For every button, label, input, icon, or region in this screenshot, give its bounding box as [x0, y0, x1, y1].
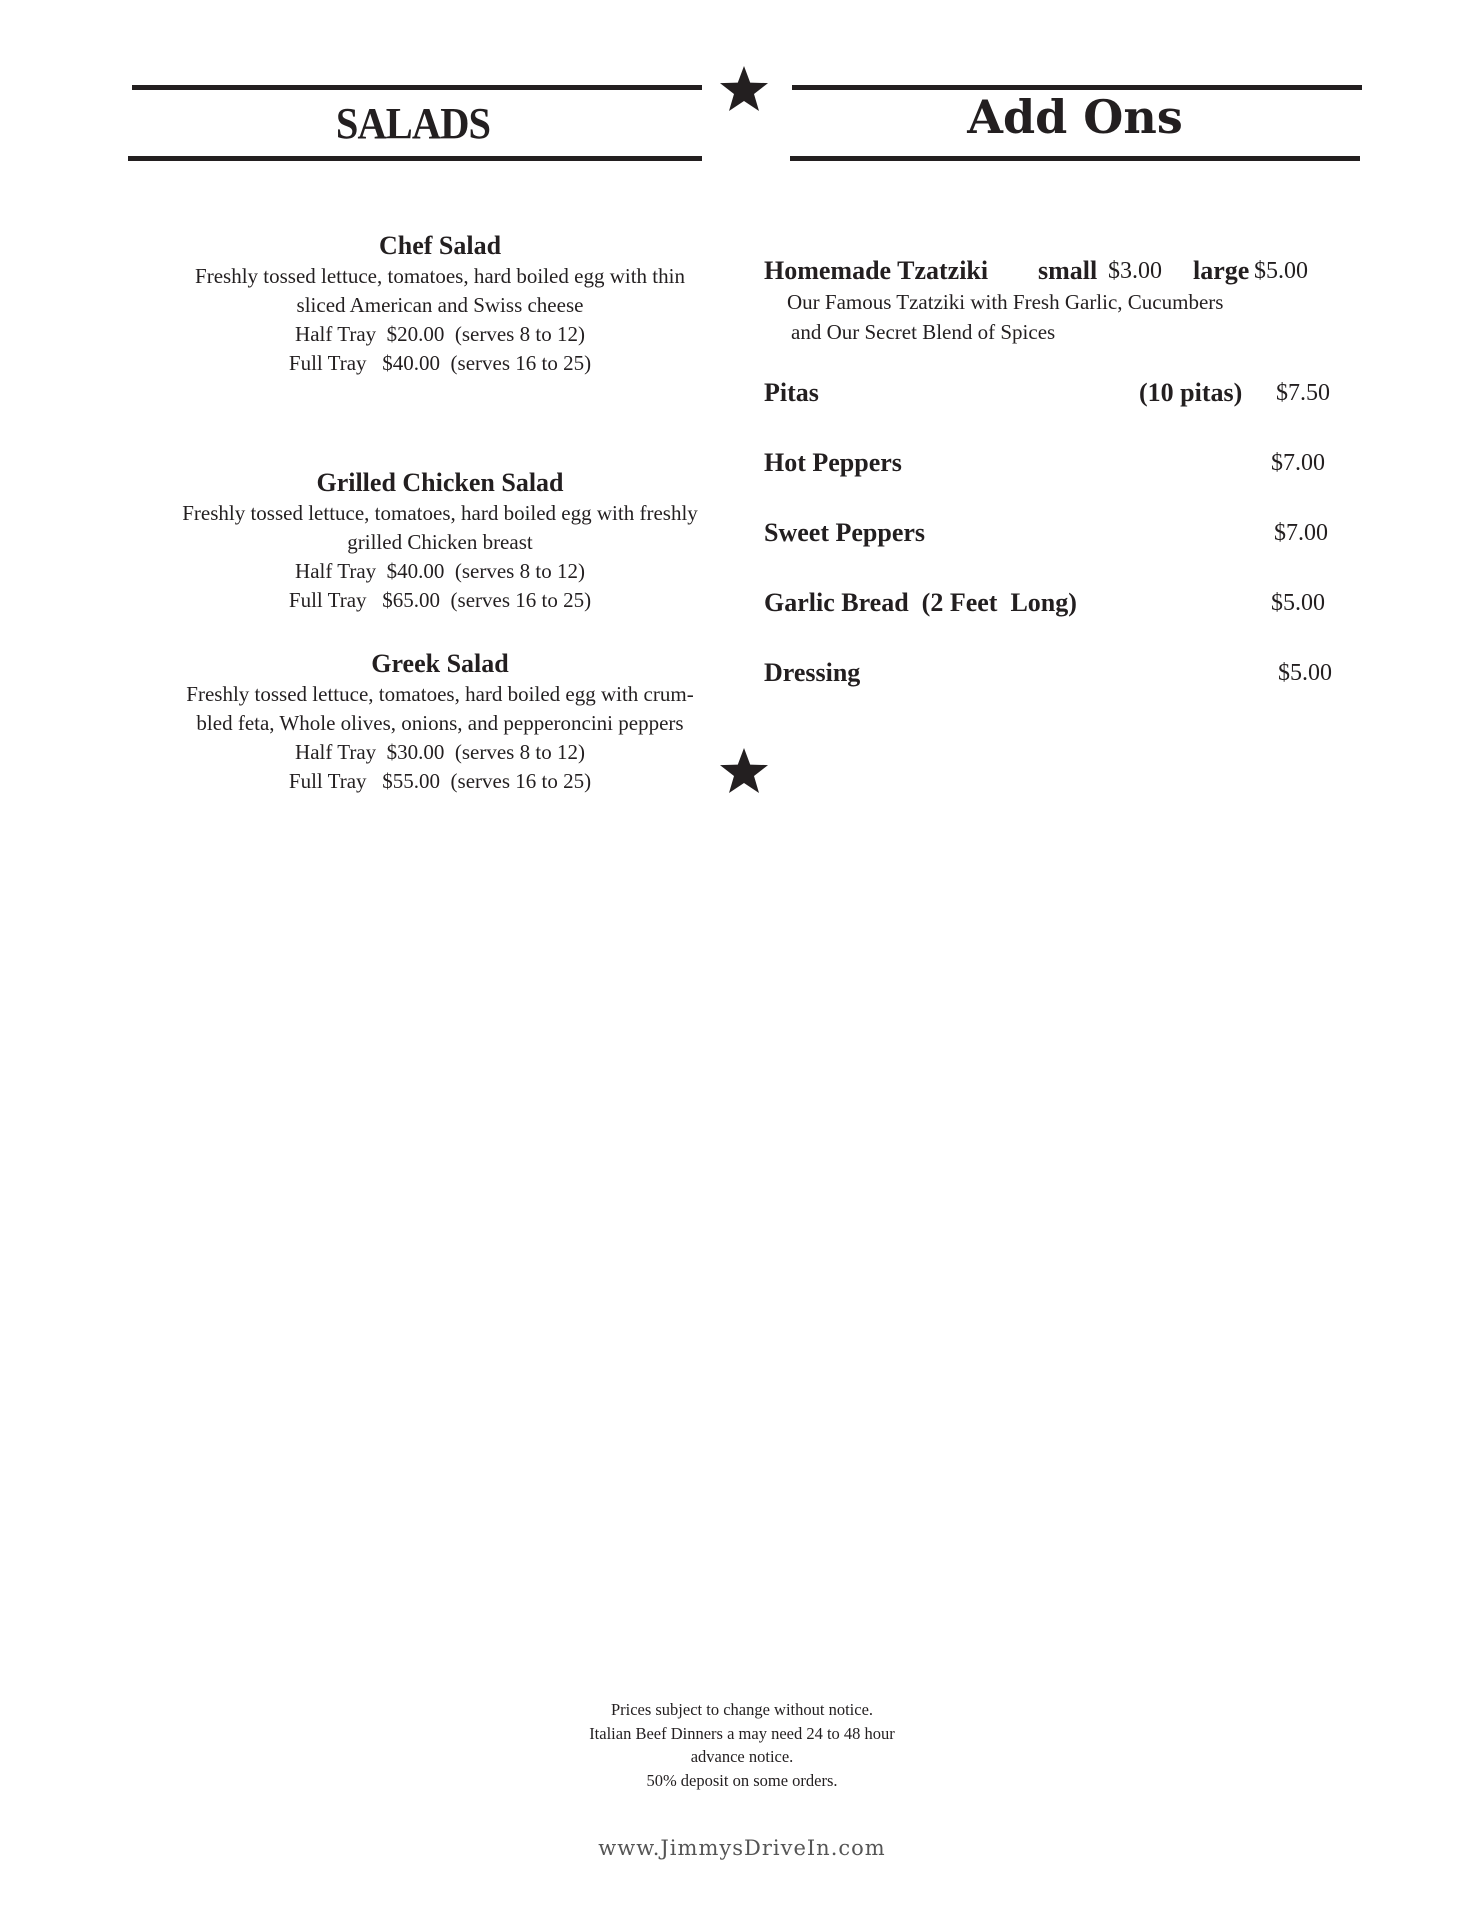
salad-item-chef: [160, 230, 720, 378]
salad-name: Chef Salad: [378, 231, 502, 260]
website-url: www.JimmysDriveIn.com: [598, 1836, 886, 1860]
addon-sweet-peppers-name: Sweet Peppers: [764, 518, 926, 547]
notice-line: Italian Beef Dinners a may need 24 to 48 hour: [589, 1723, 895, 1743]
addon-sweet-peppers-price: $7.00: [1274, 520, 1328, 546]
addon-dressing-name: Dressing: [764, 658, 861, 687]
addon-tzatziki-description: Our Famous Tzatziki with Fresh Garlic, Cucumbers: [787, 290, 1224, 314]
salad-description: Freshly tossed lettuce, tomatoes, hard boiled egg with thin sliced American and Swiss cheese: [195, 264, 685, 317]
notice-line: Prices subject to change without notice.: [610, 1700, 874, 1719]
addon-tzatziki-name: Homemade Tzatziki: [764, 256, 989, 285]
notice-line: advance notice.: [690, 1747, 794, 1766]
salads-top-rule: [132, 85, 702, 90]
addon-tzatziki-small-price: $3.00: [1108, 258, 1162, 284]
salads-bottom-rule: [128, 156, 702, 161]
salad-item-greek: [160, 648, 720, 796]
addon-tzatziki-large-label: large: [1193, 256, 1250, 285]
footer-notice: [542, 1698, 942, 1792]
salad-name: Greek Salad: [371, 649, 509, 678]
salad-description: Freshly tossed lettuce, tomatoes, hard boiled egg with crum-bled feta, Whole olives, onions, and pepperoncini peppers: [186, 682, 694, 735]
star-icon: [718, 64, 770, 114]
addon-pitas-qty: (10 pitas): [1139, 378, 1243, 407]
addon-dressing-price: $5.00: [1278, 660, 1332, 686]
salad-half-tray: Half Tray $40.00 (serves 8 to 12): [295, 559, 585, 583]
addons-section-title: Add Ons: [967, 90, 1183, 144]
addon-garlic-bread-price: $5.00: [1271, 590, 1325, 616]
salad-name: Grilled Chicken Salad: [316, 468, 564, 497]
salad-full-tray: Full Tray $55.00 (serves 16 to 25): [288, 769, 592, 793]
salad-full-tray: Full Tray $65.00 (serves 16 to 25): [288, 588, 592, 612]
addon-pitas-name: Pitas: [764, 378, 819, 407]
addon-pitas-price: $7.50: [1276, 380, 1330, 406]
salad-half-tray: Half Tray $20.00 (serves 8 to 12): [295, 322, 585, 346]
salad-half-tray: Half Tray $30.00 (serves 8 to 12): [295, 740, 585, 764]
addon-tzatziki-description: and Our Secret Blend of Spices: [791, 320, 1056, 344]
salad-full-tray: Full Tray $40.00 (serves 16 to 25): [288, 351, 592, 375]
salad-item-grilled-chicken: [160, 467, 720, 615]
notice-line: 50% deposit on some orders.: [646, 1770, 838, 1790]
salad-description: Freshly tossed lettuce, tomatoes, hard boiled egg with freshly grilled Chicken breast: [182, 501, 698, 554]
addon-tzatziki-small-label: small: [1038, 256, 1098, 285]
addons-bottom-rule: [790, 156, 1360, 161]
star-icon: [718, 746, 770, 796]
addon-hot-peppers-price: $7.00: [1271, 450, 1325, 476]
addon-tzatziki-large-price: $5.00: [1254, 258, 1308, 284]
salads-section-title: SALADS: [335, 99, 491, 148]
addon-garlic-bread-name: Garlic Bread (2 Feet Long): [764, 588, 1077, 617]
addon-hot-peppers-name: Hot Peppers: [764, 448, 902, 477]
